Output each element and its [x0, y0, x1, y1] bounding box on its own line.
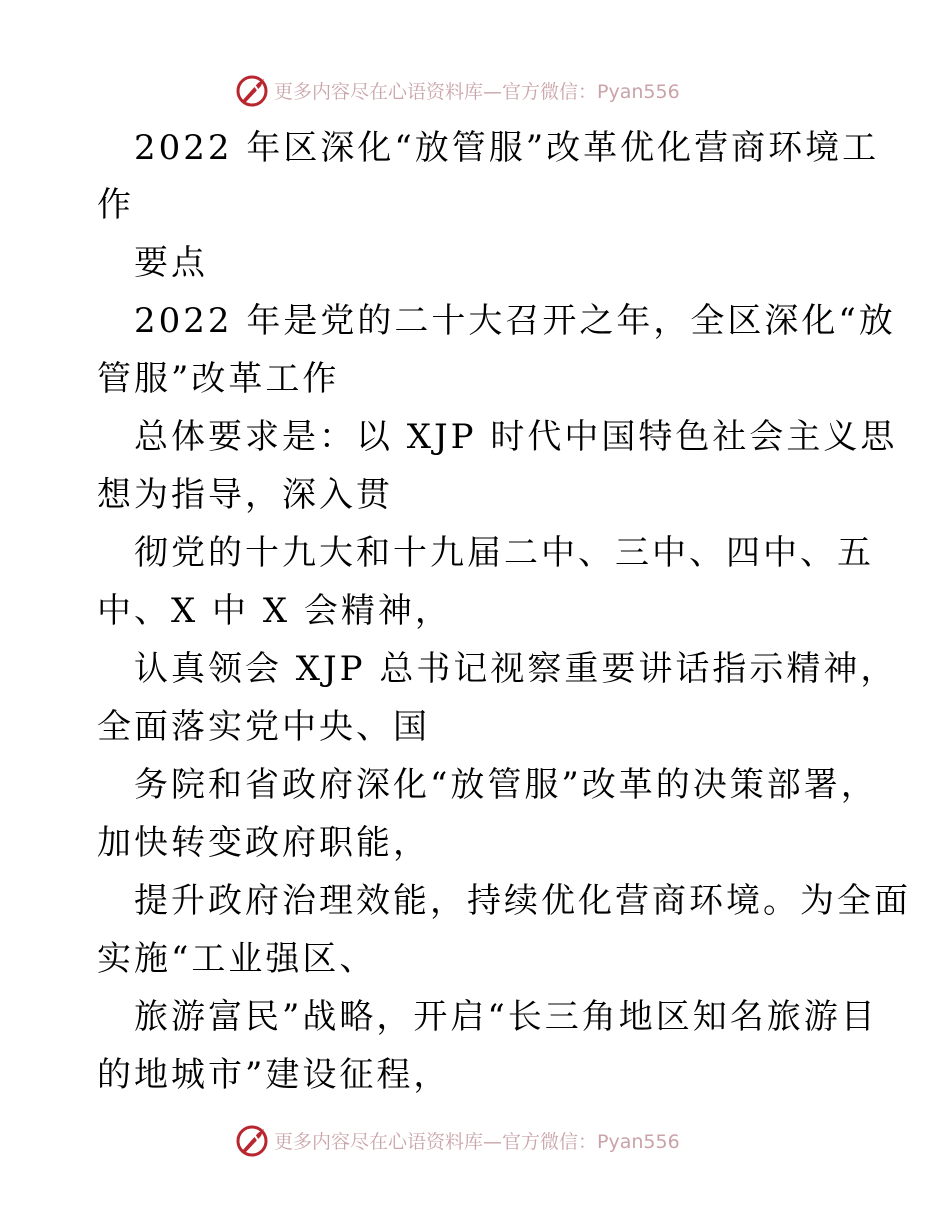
text-line: 管服”改革工作 [97, 359, 340, 399]
banner-site-name: 更多内容尽在心语资料库 [274, 80, 484, 103]
text-line: 旅游富民”战略，开启“长三角地区知名旅游目 [134, 997, 878, 1037]
text-line: 总体要求是：以 XJP 时代中国特色社会主义思 [134, 417, 898, 457]
banner-text [274, 1127, 680, 1154]
banner-wechat-id: Pyan556 [597, 1130, 680, 1153]
text-line: 全面落实党中央、国 [97, 707, 430, 747]
text-line: 实施“工业强区、 [97, 939, 377, 979]
text-line: 认真领会 XJP 总书记视察重要讲话指示精神， [134, 649, 898, 689]
banner-site-name: 更多内容尽在心语资料库 [274, 1130, 484, 1153]
text-line: 务院和省政府深化“放管服”改革的决策部署， [134, 765, 878, 805]
banner-wechat-id: Pyan556 [597, 80, 680, 103]
banner-text [274, 77, 680, 104]
text-line: 要点 [134, 243, 208, 283]
banner-wechat-label: 官方微信： [502, 80, 598, 103]
pen-logo-icon [234, 1121, 272, 1159]
text-line: 作 [97, 185, 134, 225]
banner-wechat-label: 官方微信： [502, 1130, 598, 1153]
text-line: 2022 年是党的二十大召开之年，全区深化“放 [134, 301, 896, 341]
text-line: 想为指导，深入贯 [97, 475, 393, 515]
text-line: 提升政府治理效能，持续优化营商环境。为全面 [134, 881, 911, 921]
banner-dash: — [483, 80, 503, 103]
text-line: 彻党的十九大和十九届二中、三中、四中、五 [134, 533, 874, 573]
pen-logo-icon [234, 71, 272, 109]
text-line: 2022 年区深化“放管服”改革优化营商环境工 [134, 128, 880, 168]
text-line: 加快转变政府职能， [97, 823, 430, 863]
banner-dash: — [483, 1130, 503, 1153]
header-watermark-banner [234, 70, 754, 110]
text-line: 的地城市”建设征程， [97, 1055, 451, 1095]
footer-watermark-banner [234, 1120, 754, 1160]
text-line: 中、X 中 X 会精神， [97, 591, 452, 631]
